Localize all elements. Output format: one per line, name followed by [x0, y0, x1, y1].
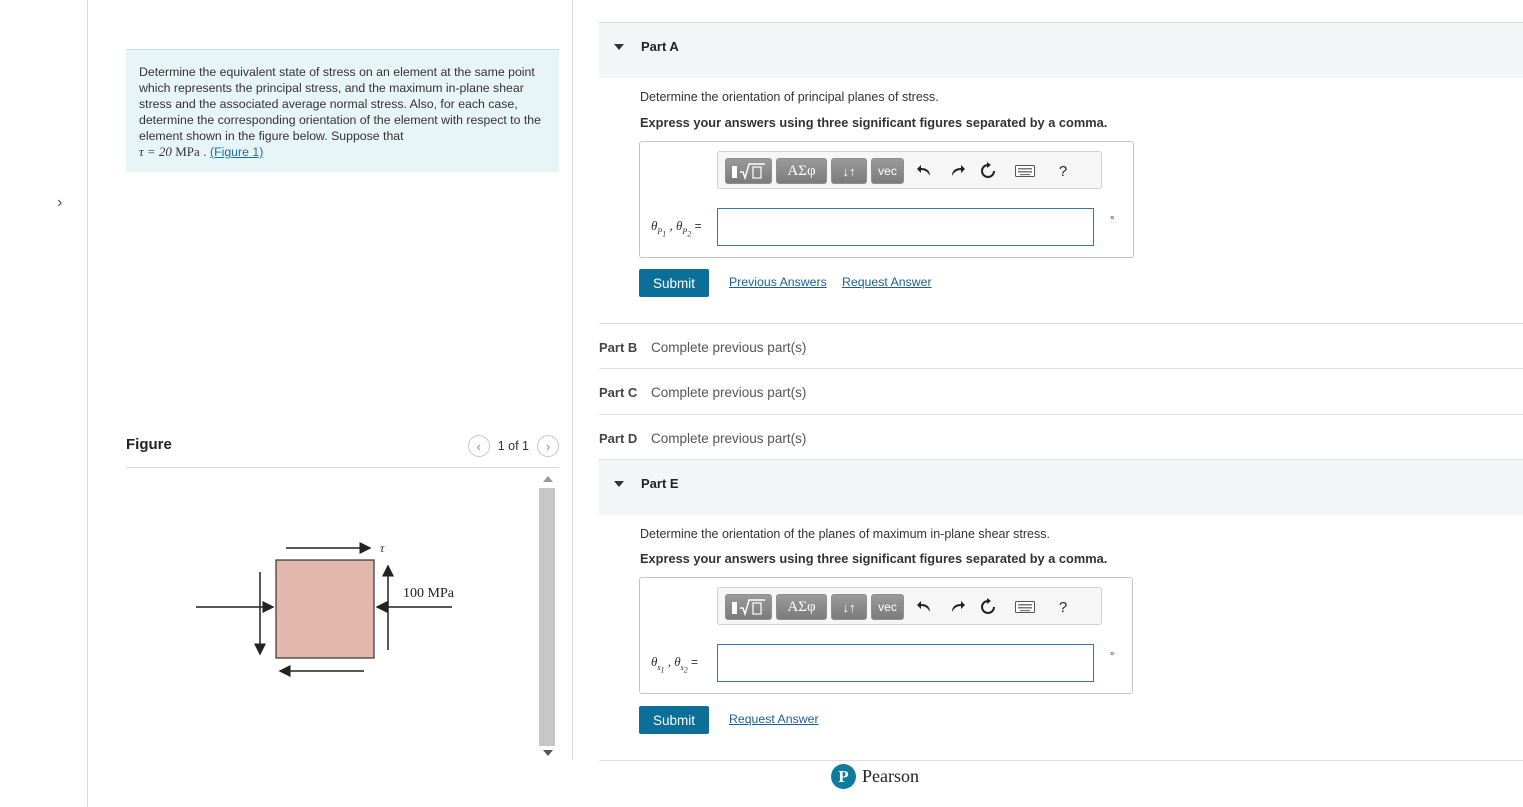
part-d-name: Part D — [599, 431, 638, 446]
part-a-question: Determine the orientation of principal planes of stress. — [640, 90, 939, 104]
subscript-superscript-button[interactable]: ↓↑ — [831, 594, 867, 620]
problem-text: Determine the equivalent state of stress on an element at the same point which represents the principal stress, and the maximum in-plane shear stress and the associated average normal stress. Also, for each case, determine the corresponding orientation of the element with respect to the element shown in the figure below. Suppose that — [139, 65, 541, 143]
vector-button[interactable]: vec — [871, 158, 904, 184]
part-a-submit-button[interactable]: Submit — [639, 269, 709, 297]
pager-text: 1 of 1 — [497, 439, 529, 453]
help-icon[interactable]: ? — [1058, 162, 1068, 180]
part-a-title: Part A — [641, 39, 679, 54]
figure-link[interactable]: (Figure 1) — [210, 145, 264, 159]
part-e-question: Determine the orientation of the planes of maximum in-plane shear stress. — [640, 527, 1050, 541]
reset-icon[interactable] — [977, 161, 999, 181]
collapse-triangle-icon[interactable] — [614, 481, 624, 487]
vector-button[interactable]: vec — [871, 594, 904, 620]
tau-value — [139, 144, 200, 159]
part-d-status: Complete previous part(s) — [651, 431, 807, 446]
left-gutter — [0, 0, 88, 807]
figure-area — [126, 470, 559, 760]
part-a-answer-input[interactable] — [717, 208, 1094, 246]
tau-equation: τ = 20 — [139, 144, 172, 159]
templates-button[interactable] — [725, 594, 772, 620]
previous-answers-link[interactable]: Previous Answers — [729, 275, 827, 289]
next-figure-button[interactable]: › — [537, 435, 559, 457]
undo-icon[interactable] — [914, 597, 936, 617]
help-icon[interactable]: ? — [1058, 598, 1068, 616]
part-a-answer-label: $\theta_{P_1}$ , $\theta_{P_2}$ = — [651, 218, 702, 239]
part-c-row[interactable] — [599, 368, 1523, 414]
figure-pager — [468, 435, 559, 457]
part-a-unit: ° — [1110, 215, 1115, 227]
part-e-answer-label: $\theta_{s_1}$ , $\theta_{s_2}$ = — [651, 654, 699, 675]
templates-icon — [731, 162, 767, 180]
part-a-instruction: Express your answers using three significant figures separated by a comma. — [640, 115, 1108, 130]
subscript-superscript-button[interactable]: ↓↑ — [831, 158, 867, 184]
collapse-triangle-icon[interactable] — [614, 44, 624, 50]
part-e-unit: ° — [1110, 651, 1115, 663]
part-d-row[interactable] — [599, 414, 1523, 460]
part-e-answer-input[interactable] — [717, 644, 1094, 682]
part-e-submit-button[interactable]: Submit — [639, 706, 709, 734]
stress-element — [276, 560, 374, 658]
part-c-status: Complete previous part(s) — [651, 385, 807, 400]
prev-figure-button[interactable]: ‹ — [468, 435, 490, 457]
redo-icon[interactable] — [946, 597, 968, 617]
math-toolbar — [717, 587, 1102, 625]
tau-unit: MPa — [175, 144, 200, 159]
part-e-instruction: Express your answers using three significant figures separated by a comma. — [640, 551, 1108, 566]
figure-scrollbar[interactable] — [538, 474, 558, 760]
pearson-logo-icon: P — [831, 764, 856, 789]
pearson-brand: Pearson — [862, 766, 919, 786]
tau-label: τ — [380, 541, 385, 555]
keyboard-icon[interactable] — [1014, 597, 1036, 617]
problem-statement: Determine the equivalent state of stress on an element at the same point which represents the principal stress, and the maximum in-plane shear stress and the associated average normal stress. Also, for each case, determine the corresponding orientation of the element with respect to the element shown in the figure below. Suppose that τ = 20 MPa . (Figure 1) — [126, 49, 559, 172]
scroll-up-icon[interactable] — [543, 476, 553, 482]
part-e-answer-box — [639, 577, 1133, 694]
redo-icon[interactable] — [946, 161, 968, 181]
part-a-answer-box — [639, 141, 1134, 258]
undo-icon[interactable] — [914, 161, 936, 181]
scroll-down-icon[interactable] — [543, 750, 553, 756]
column-divider — [572, 0, 573, 760]
greek-letters-button[interactable]: ΑΣφ — [776, 594, 827, 620]
part-b-status: Complete previous part(s) — [651, 340, 807, 355]
part-c-name: Part C — [599, 385, 638, 400]
reset-icon[interactable] — [977, 597, 999, 617]
pearson-footer — [831, 764, 919, 789]
part-b-row[interactable] — [599, 323, 1523, 369]
figure-header — [126, 436, 559, 468]
stress-element-figure — [126, 470, 536, 760]
part-e-request-answer-link[interactable]: Request Answer — [729, 712, 819, 726]
part-e-header[interactable] — [599, 459, 1523, 515]
part-a-header[interactable] — [599, 22, 1523, 78]
footer-divider — [599, 760, 1523, 761]
templates-button[interactable] — [725, 158, 772, 184]
keyboard-icon[interactable] — [1014, 161, 1036, 181]
part-b-name: Part B — [599, 340, 638, 355]
part-e-title: Part E — [641, 476, 679, 491]
scroll-thumb[interactable] — [539, 488, 555, 746]
greek-letters-button[interactable]: ΑΣφ — [776, 158, 827, 184]
math-toolbar — [717, 151, 1102, 189]
part-a-request-answer-link[interactable]: Request Answer — [842, 275, 932, 289]
stress-value-label: 100 MPa — [403, 586, 454, 601]
templates-icon — [731, 598, 767, 616]
figure-label: Figure — [126, 436, 172, 453]
expand-chevron-icon[interactable]: › — [57, 194, 63, 211]
